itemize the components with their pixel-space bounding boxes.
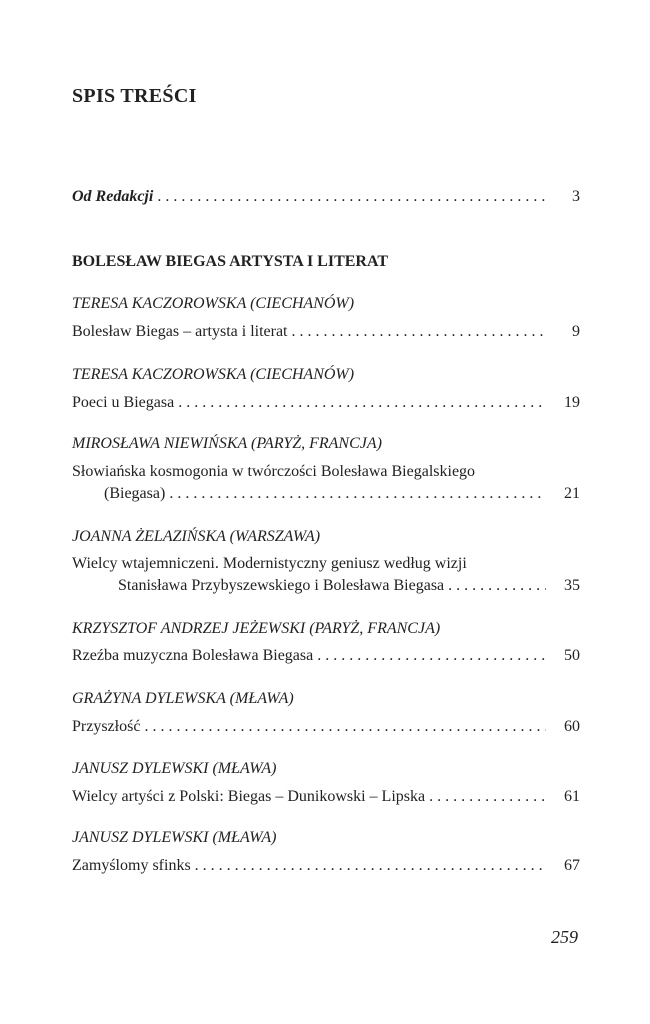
dot-leader: [429, 787, 546, 807]
toc-entry: [72, 484, 580, 504]
entry-author: JANUSZ DYLEWSKI (MŁAWA): [72, 829, 277, 846]
dot-leader: [292, 322, 547, 342]
entry-author: JANUSZ DYLEWSKI (MŁAWA): [72, 760, 277, 777]
toc-entry: [72, 856, 580, 876]
toc-entry: [72, 787, 580, 807]
dot-leader: [195, 856, 546, 876]
entry-page: 21: [564, 485, 580, 502]
entry-title-line: Wielcy wtajemniczeni. Modernistyczny geniusz według wizji: [72, 555, 467, 572]
entry-page: 19: [564, 394, 580, 411]
dot-leader: [157, 187, 546, 207]
toc-entry: [72, 322, 580, 342]
entry-title: Od Redakcji: [72, 188, 154, 205]
entry-page: 61: [564, 788, 580, 805]
entry-author: TERESA KACZOROWSKA (CIECHANÓW): [72, 295, 355, 312]
entry-title: Wielcy artyści z Polski: Biegas – Dunikowski – Lipska: [72, 788, 426, 805]
entry-author: MIROSŁAWA NIEWIŃSKA (PARYŻ, FRANCJA): [72, 435, 382, 452]
entry-title: Bolesław Biegas – artysta i literat: [72, 323, 288, 340]
dot-leader: [317, 646, 546, 666]
entry-title: Rzeźba muzyczna Bolesława Biegasa: [72, 647, 314, 664]
toc-entry-editorial: [72, 187, 580, 207]
entry-page: 9: [572, 323, 580, 340]
entry-title: Stanisława Przybyszewskiego i Bolesława Biegasa: [118, 577, 445, 594]
entry-page: 35: [564, 577, 580, 594]
entry-author: JOANNA ŻELAZIŃSKA (WARSZAWA): [72, 528, 321, 545]
toc-entry: [72, 717, 580, 737]
entry-page: 50: [564, 647, 580, 664]
dot-leader: [169, 484, 546, 504]
dot-leader: [448, 576, 546, 596]
page-number: 259: [551, 927, 578, 947]
section-heading: BOLESŁAW BIEGAS ARTYSTA I LITERAT: [72, 253, 388, 270]
toc-entry: [72, 576, 580, 596]
entry-title: (Biegasa): [104, 485, 166, 502]
entry-page: 3: [572, 188, 580, 205]
entry-page: 67: [564, 857, 580, 874]
toc-entry: [72, 646, 580, 666]
dot-leader: [144, 717, 546, 737]
entry-title: Poeci u Biegasa: [72, 394, 175, 411]
entry-author: TERESA KACZOROWSKA (CIECHANÓW): [72, 366, 355, 383]
dot-leader: [178, 393, 546, 413]
entry-title-line: Słowiańska kosmogonia w twórczości Bolesława Biegalskiego: [72, 463, 476, 480]
toc-entry: [72, 393, 580, 413]
entry-page: 60: [564, 718, 580, 735]
entry-author: GRAŻYNA DYLEWSKA (MŁAWA): [72, 690, 294, 707]
entry-author: KRZYSZTOF ANDRZEJ JEŻEWSKI (PARYŻ, FRANCJA): [72, 620, 441, 637]
entry-title: Zamyślomy sfinks: [72, 857, 191, 874]
entry-title: Przyszłość: [72, 718, 141, 735]
page-title: SPIS TREŚCI: [72, 85, 197, 107]
